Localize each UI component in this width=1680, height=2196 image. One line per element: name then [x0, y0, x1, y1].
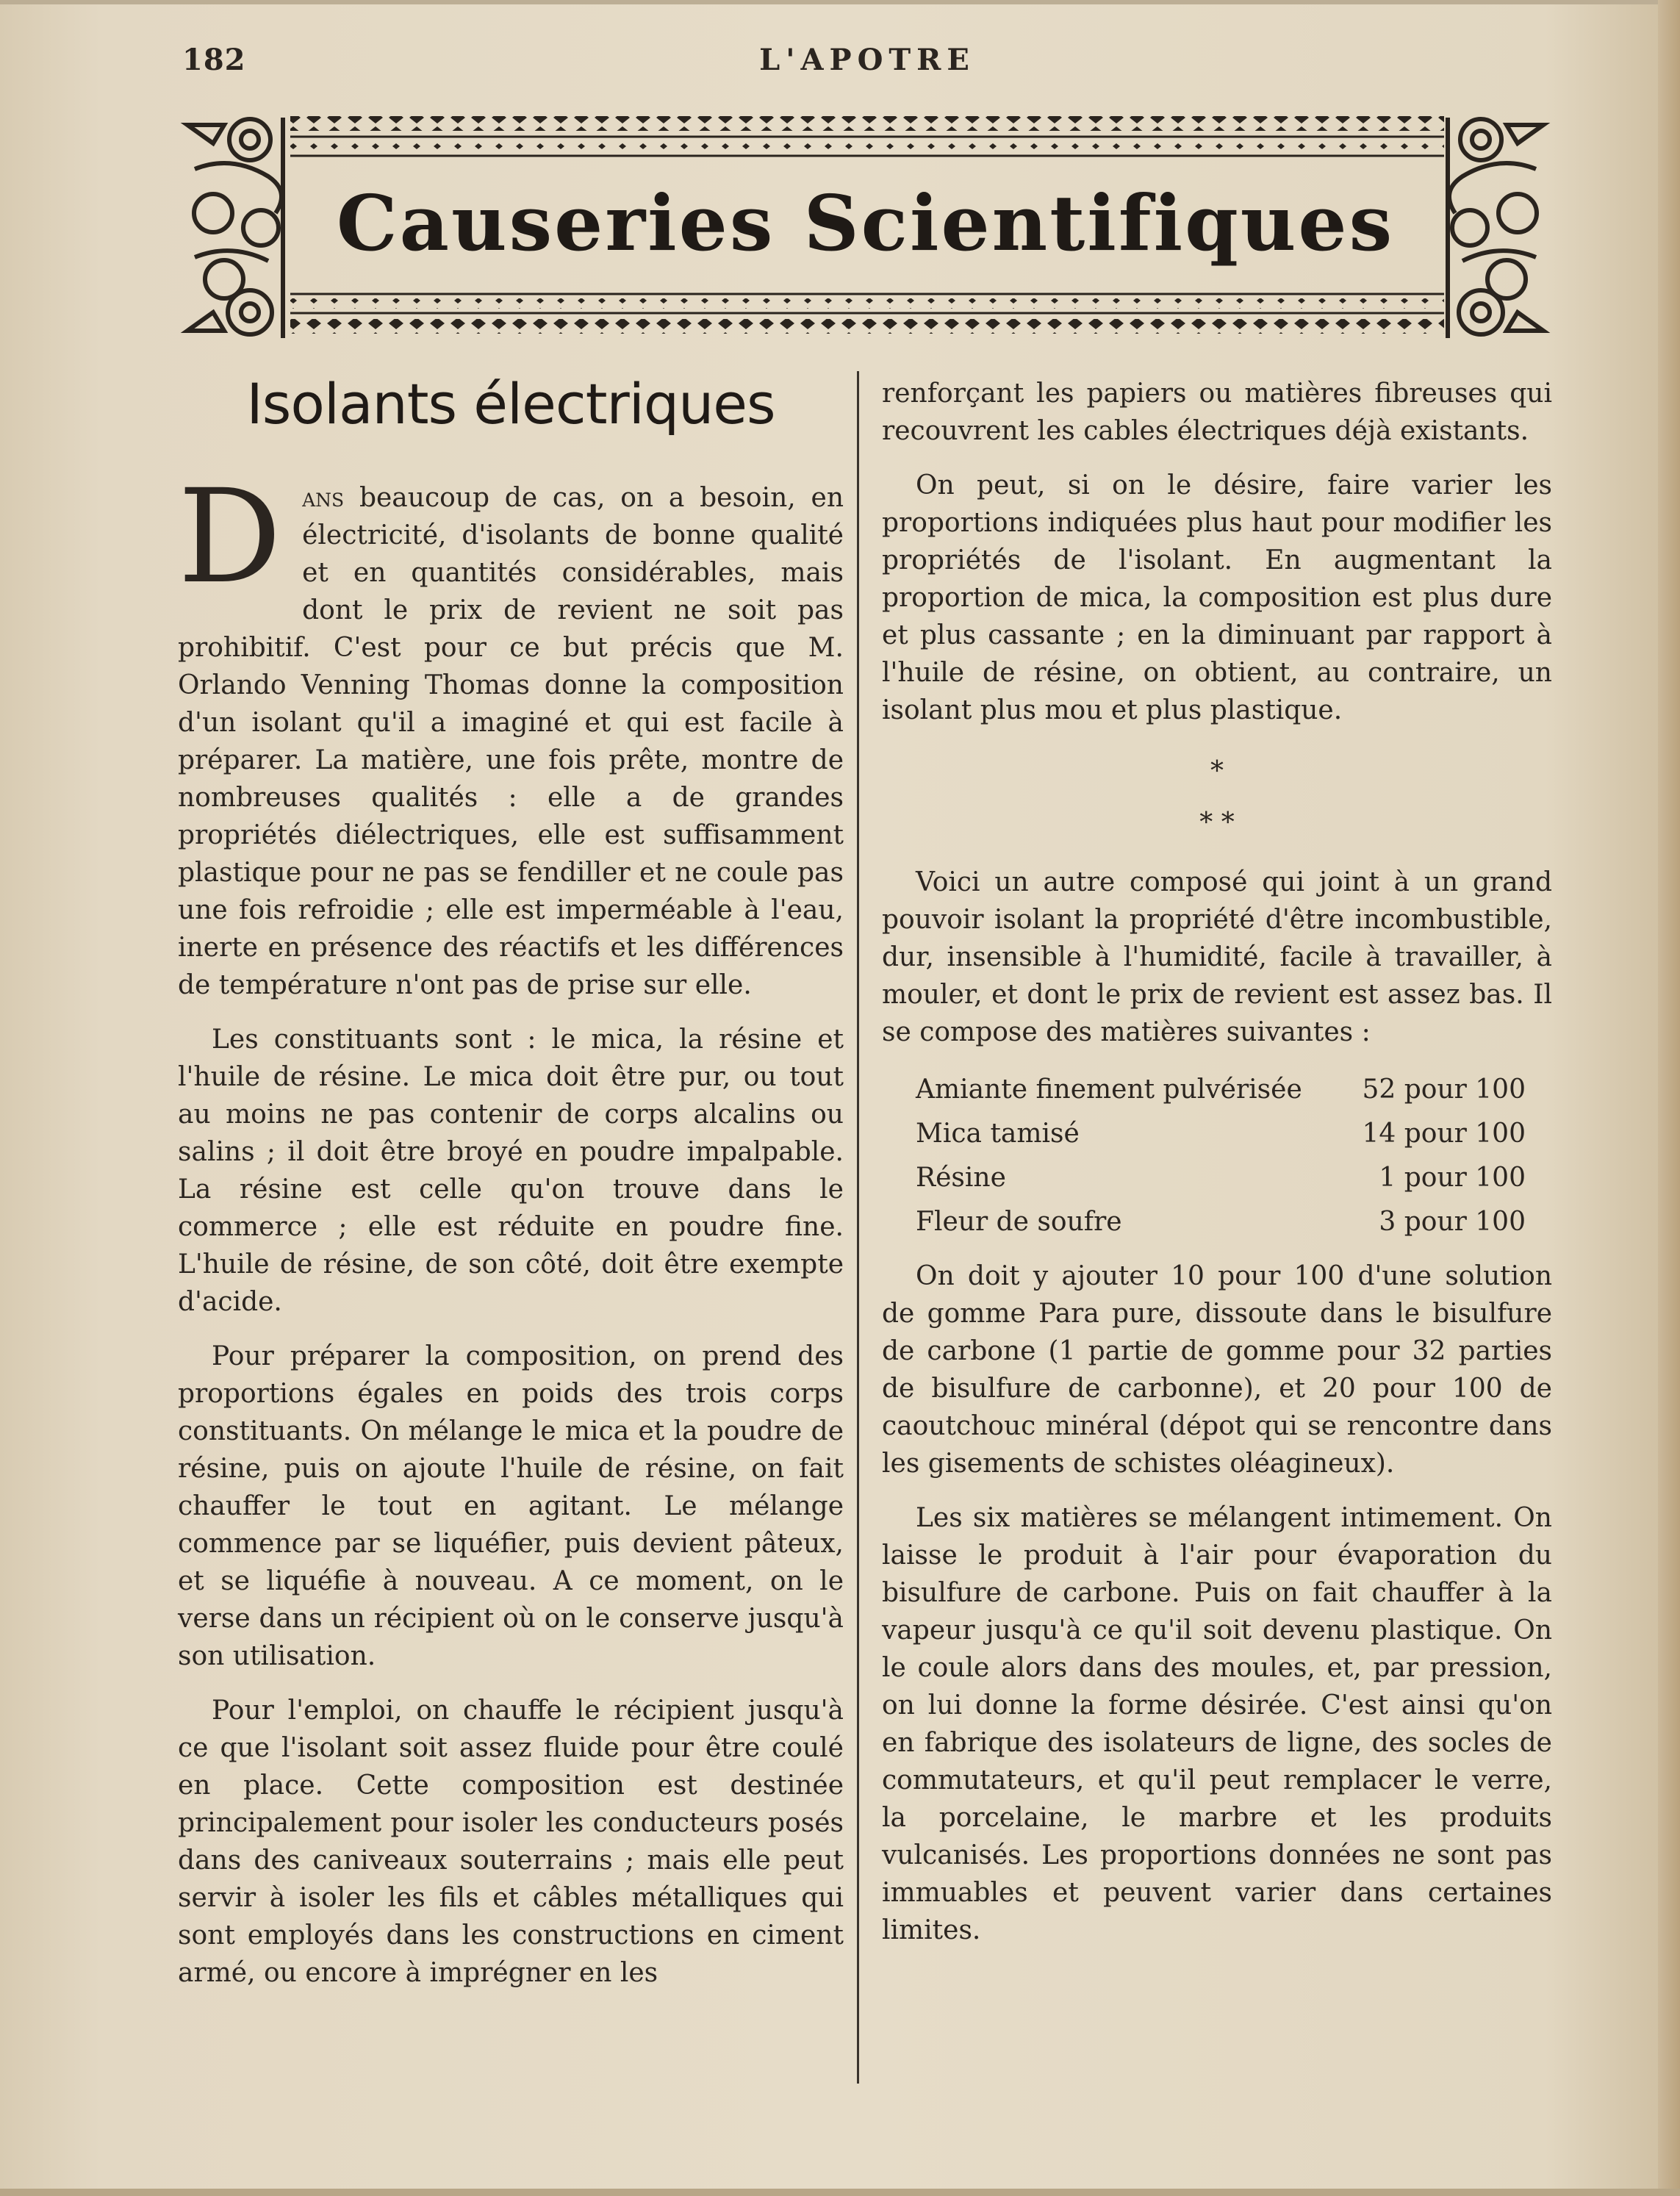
page-number: 182	[182, 43, 246, 77]
paragraph-constituents: Les constituants sont : le mica, la résine et l'huile de résine. Le mica doit être pur, ou tout au moins ne pas contenir de corps alcalins ou salins ; il doit être broyé en poudre impalpable. La résine est celle qu'on trouve dans le commerce ; elle est réduite en poudre fine. L'huile de résine, de son côté, doit être exempte d'acide.	[178, 1025, 844, 1317]
ingredient-row	[916, 1112, 1526, 1156]
ingredient-qty: 52 pour 100	[1362, 1074, 1526, 1105]
paragraph-proportions: On peut, si on le désire, faire varier les proportions indiquées plus haut pour modifier les propriétés de l'isolant. En augmentant la proportion de mica, la composition est plus dure et plus cassante ; en la diminuant par rapport à l'huile de résine, on obtient, au contraire, un isolant plus mou et plus plastique.	[882, 470, 1552, 725]
left-column	[178, 462, 844, 2009]
section-banner	[180, 110, 1551, 344]
ingredient-row	[916, 1200, 1526, 1244]
ingredient-name: Amiante finement pulvérisée	[916, 1074, 1302, 1105]
section-title: Causeries Scientifiques	[336, 178, 1395, 268]
paragraph-mixing: Les six matières se mélangent intimement. On laisse le produit à l'air pour évaporation du bisulfure de carbone. Puis on fait chauffer à la vapeur jusqu'à ce qu'il soit devenu plastique. On le coule alors dans des moules, et, par pression, on lui donne la forme désirée. C'est ainsi qu'on en fabrique des isolateurs de ligne, des socles de commutateurs, et qu'il peut remplacer le verre, la porcelaine, le marbre et les produits vulcanisés. Les proportions données ne sont pas immuables et peuvent varier dans certaines limites.	[882, 1503, 1552, 1945]
asterism-bottom: * *	[1199, 808, 1235, 838]
drop-cap: D	[178, 462, 282, 612]
page-edge-shadow	[1658, 0, 1680, 2196]
paragraph-usage: Pour l'emploi, on chauffe le récipient jusqu'à ce que l'isolant soit assez fluide pour être coulé en place. Cette composition est destinée principalement pour isoler les conducteurs posés dans des caniveaux souterrains ; mais elle peut servir à isoler les fils et câbles métalliques qui sont employés dans les constructions en ciment armé, ou encore à imprégner en les	[178, 1696, 844, 1988]
ingredient-name: Résine	[916, 1163, 1006, 1193]
right-column	[882, 375, 1552, 1966]
asterism	[882, 746, 1552, 849]
ingredient-row	[916, 1156, 1526, 1200]
asterism-top: *	[1210, 756, 1224, 786]
paragraph-rubber-solution: On doit y ajouter 10 pour 100 d'une solution de gomme Para pure, dissoute dans le bisulfure de carbone (1 partie de gomme pour 32 parties de bisulfure de carbonne), et 20 pour 100 de caoutchouc minéral (dépot qui se rencontre dans les gisements de schistes oléagineux).	[882, 1261, 1552, 1479]
ingredient-name: Mica tamisé	[916, 1119, 1080, 1149]
paragraph-intro	[178, 462, 844, 1004]
ingredient-qty: 14 pour 100	[1362, 1119, 1526, 1149]
bottom-edge	[0, 2189, 1680, 2196]
article-title: Isolants électriques	[246, 371, 775, 437]
ingredients-table	[916, 1068, 1526, 1244]
top-edge	[0, 0, 1680, 4]
running-title: L'APOTRE	[759, 43, 975, 77]
ingredient-name: Fleur de soufre	[916, 1207, 1122, 1237]
column-divider	[857, 371, 859, 2084]
ingredient-row	[916, 1068, 1526, 1112]
intro-text: beaucoup de cas, on a besoin, en électricité, d'isolants de bonne qualité et en quantités considérables, mais dont le prix de revient ne soit pas prohibitif. C'est pour ce but précis que M. Orlando Venning Thomas donne la composition d'un isolant qu'il a imaginé et qui est facile à préparer. La matière, une fois prête, montre de nombreuses qualités : elle a de grandes propriétés diélectriques, elle est suffisamment plastique pour ne pas se fendiller et ne coule pas une fois refroidie ; elle est imperméable à l'eau, inerte en présence des réactifs et les différences de température n'ont pas de prise sur elle.	[178, 483, 844, 1000]
intro-smallcaps: ans	[302, 483, 345, 513]
paragraph-preparation: Pour préparer la composition, on prend des proportions égales en poids des trois corps constituants. On mélange le mica et la poudre de résine, puis on ajoute l'huile de résine, on fait chauffer le tout en agitant. Le mélange commence par se liquéfier, puis devient pâteux, et se liquéfie à nouveau. A ce moment, on le verse dans un récipient où on le conserve jusqu'à son utilisation.	[178, 1341, 844, 1671]
paragraph-usage-cont: renforçant les papiers ou matières fibreuses qui recouvrent les cables électriques déjà existants.	[882, 378, 1552, 446]
paragraph-second-compound: Voici un autre composé qui joint à un grand pouvoir isolant la propriété d'être incombustible, dur, insensible à l'humidité, facile à travailler, à mouler, et dont le prix de revient est assez bas. Il se compose des matières suivantes :	[882, 867, 1552, 1047]
ingredient-qty: 3 pour 100	[1379, 1207, 1526, 1237]
ingredient-qty: 1 pour 100	[1379, 1163, 1526, 1193]
